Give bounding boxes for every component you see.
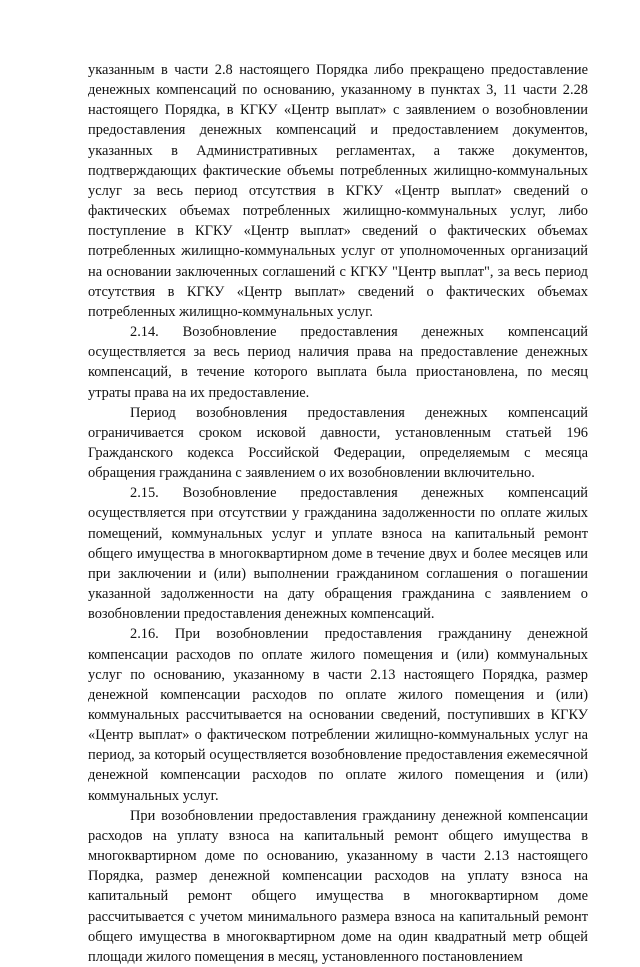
paragraph-continuation: указанным в части 2.8 настоящего Порядка либо прекращено предоставление денежных компенсаций по основанию, указанному в пунктах 3, 11 части 2.28 настоящего Порядка, в КГКУ «Центр выплат» с заявлением о возобновлении предоставления денежных компенсаций и предоставлением документов, указанных в Административных регламентах, а также документов, подтверждающих фактические объемы потребленных жилищно-коммунальных услуг за весь период отсутствия в КГКУ «Центр выплат» сведений о фактических объемах потребленных жилищно-коммунальных услуг, либо поступление в КГКУ «Центр выплат» сведений о фактических объемах потребленных жилищно-коммунальных услуг от уполномоченных организаций на основании заключенных соглашений с КГКУ "Центр выплат", за весь период отсутствия в КГКУ «Центр выплат» сведений о фактических объемах потребленных жилищно-коммунальных услуг. (88, 62, 588, 320)
paragraph-2-15: 2.15. Возобновление предоставления денежных компенсаций осуществляется при отсутствии у гражданина задолженности по оплате жилых помещений, коммунальных услуг и уплате взноса на капитальный ремонт общего имущества в многоквартирном доме в течение двух и более месяцев или при заключении и (или) выполнении гражданином соглашения о погашении указанной задолженности на дату обращения гражданина с заявлением о возобновлении предоставления денежных компенсаций. (88, 485, 588, 623)
paragraph-renewal-period: Период возобновления предоставления денежных компенсаций ограничивается сроком исковой давности, установленным статьей 196 Гражданского кодекса Российской Федерации, определяемым с месяца обращения гражданина с заявлением о их возобновлении включительно. (88, 404, 588, 482)
paragraph-2-16: 2.16. При возобновлении предоставления гражданину денежной компенсации расходов по оплате жилого помещения и (или) коммунальных услуг по основанию, указанному в части 2.13 настоящего Порядка, размер денежной компенсации расходов по оплате жилого помещения и (или) коммунальных рассчитывается на основании сведений, поступивших в КГКУ «Центр выплат» о фактическом потреблении жилищно-коммунальных услуг на период, за который осуществляется возобновление предоставления ежемесячной денежной компенсации расходов по оплате жилого помещения и (или) коммунальных услуг. (88, 626, 588, 804)
paragraph-2-14: 2.14. Возобновление предоставления денежных компенсаций осуществляется за весь период наличия права на предоставление денежных компенсаций, в течение которого выплата была приостановлена, по месяц утраты права на их предоставление. (88, 324, 588, 401)
paragraph-capital-repair: При возобновлении предоставления гражданину денежной компенсации расходов на уплату взноса на капитальный ремонт общего имущества в многоквартирном доме по основанию, указанному в части 2.13 настоящего Порядка, размер денежной компенсации расходов на уплату взноса на капитальный ремонт общего имущества в многоквартирном доме рассчитывается с учетом минимального размера взноса на капитальный ремонт общего имущества в многоквартирном доме на один квадратный метр общей площади жилого помещения в месяц, установленного постановлением (88, 807, 588, 965)
document-body (88, 60, 588, 967)
